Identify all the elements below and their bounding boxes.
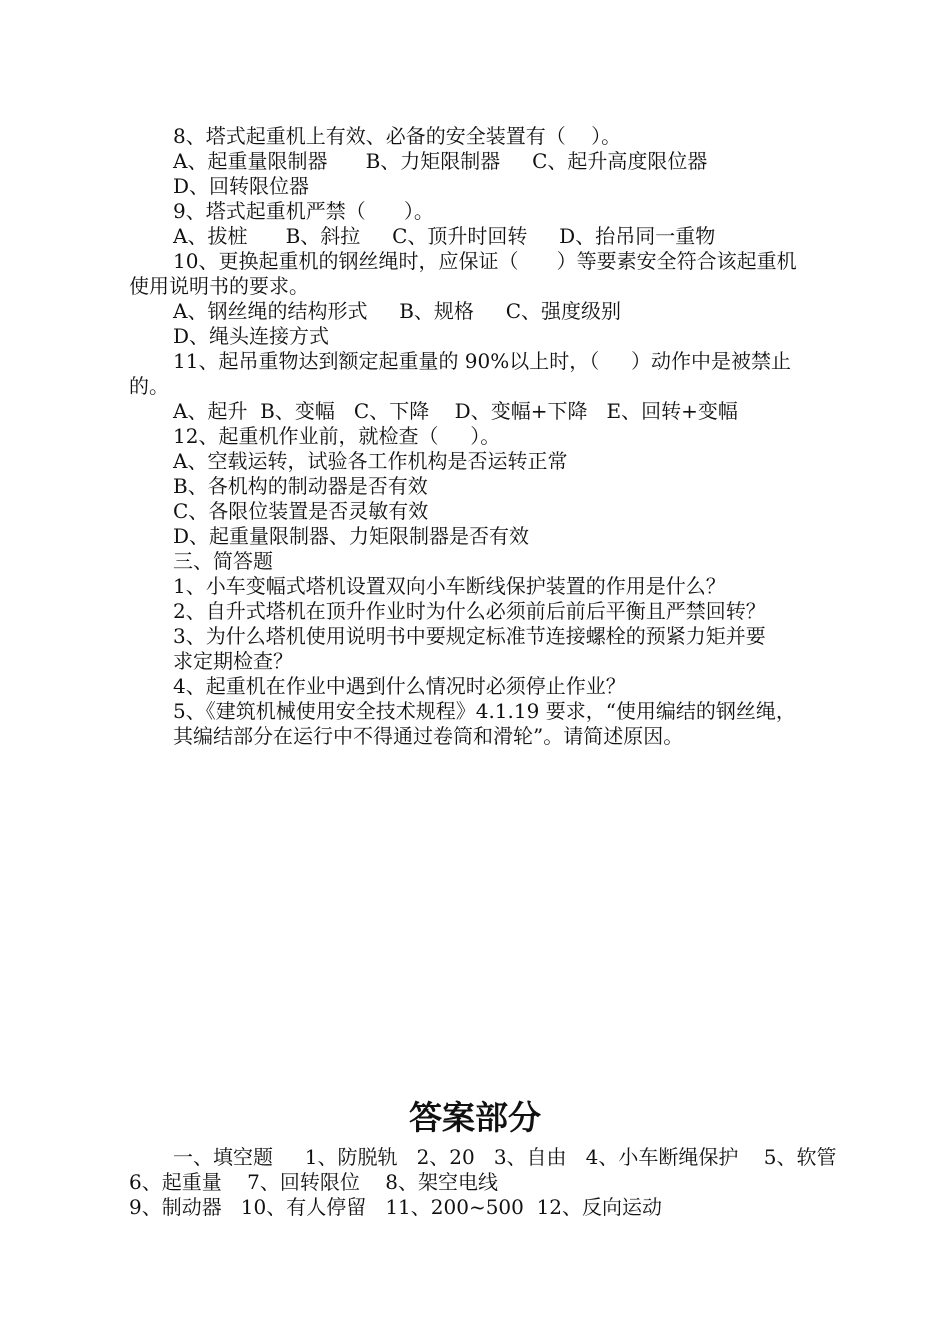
question-12-option-c: C、各限位装置是否灵敏有效 [173,499,429,523]
short-answer-question-3: 求定期检查？ [173,649,293,673]
question-10-options: A、钢丝绳的结构形式 B、规格 C、强度级别 [173,299,622,323]
answers-title: 答案部分 [409,1098,541,1137]
question-11-stem: 11、起吊重物达到额定起重量的 90%以上时，（ ）动作中是被禁止 [173,349,792,373]
question-12-option-a: A、空载运转，试验各工作机构是否运转正常 [173,449,568,473]
question-10-options: D、绳头连接方式 [173,324,330,348]
short-answer-question-5: 其编结部分在运行中不得通过卷筒和滑轮”。请简述原因。 [173,724,684,748]
short-answer-question-4: 4、起重机在作业中遇到什么情况时必须停止作业？ [173,674,626,698]
question-12-option-d: D、起重量限制器、力矩限制器是否有效 [173,524,530,548]
question-10-stem: 使用说明书的要求。 [129,274,309,298]
question-10-stem: 10、更换起重机的钢丝绳时，应保证（ ）等要素安全符合该起重机 [173,249,797,273]
question-8-options: D、回转限位器 [173,174,310,198]
question-8-stem: 8、塔式起重机上有效、必备的安全装置有（ ）。 [173,124,622,148]
question-11-stem: 的。 [129,374,169,398]
answers-line: 9、制动器 10、有人停留 11、200~500 12、反向运动 [129,1195,663,1219]
question-12-option-b: B、各机构的制动器是否有效 [173,474,428,498]
question-8-options: A、起重量限制器 B、力矩限制器 C、起升高度限位器 [173,149,708,173]
section-3-heading: 三、简答题 [173,549,273,573]
answers-line: 6、起重量 7、回转限位 8、架空电线 [129,1170,499,1194]
short-answer-question-5: 5、《建筑机械使用安全技术规程》4.1.19 要求，“使用编结的钢丝绳， [173,699,796,723]
question-9-stem: 9、塔式起重机严禁（ ）。 [173,199,434,223]
short-answer-question-2: 2、自升式塔机在顶升作业时为什么必须前后前后平衡且严禁回转？ [173,599,766,623]
question-11-options: A、起升 B、变幅 C、下降 D、变幅+下降 E、回转+变幅 [173,399,738,423]
question-9-options: A、拔桩 B、斜拉 C、顶升时回转 D、抬吊同一重物 [173,224,716,248]
answers-line: 一、填空题 1、防脱轨 2、20 3、自由 4、小车断绳保护 5、软管 [173,1145,837,1169]
short-answer-question-3: 3、为什么塔机使用说明书中要规定标准节连接螺栓的预紧力矩并要 [173,624,766,648]
question-12-stem: 12、起重机作业前，就检查（ ）。 [173,424,501,448]
short-answer-question-1: 1、小车变幅式塔机设置双向小车断线保护装置的作用是什么？ [173,574,726,598]
